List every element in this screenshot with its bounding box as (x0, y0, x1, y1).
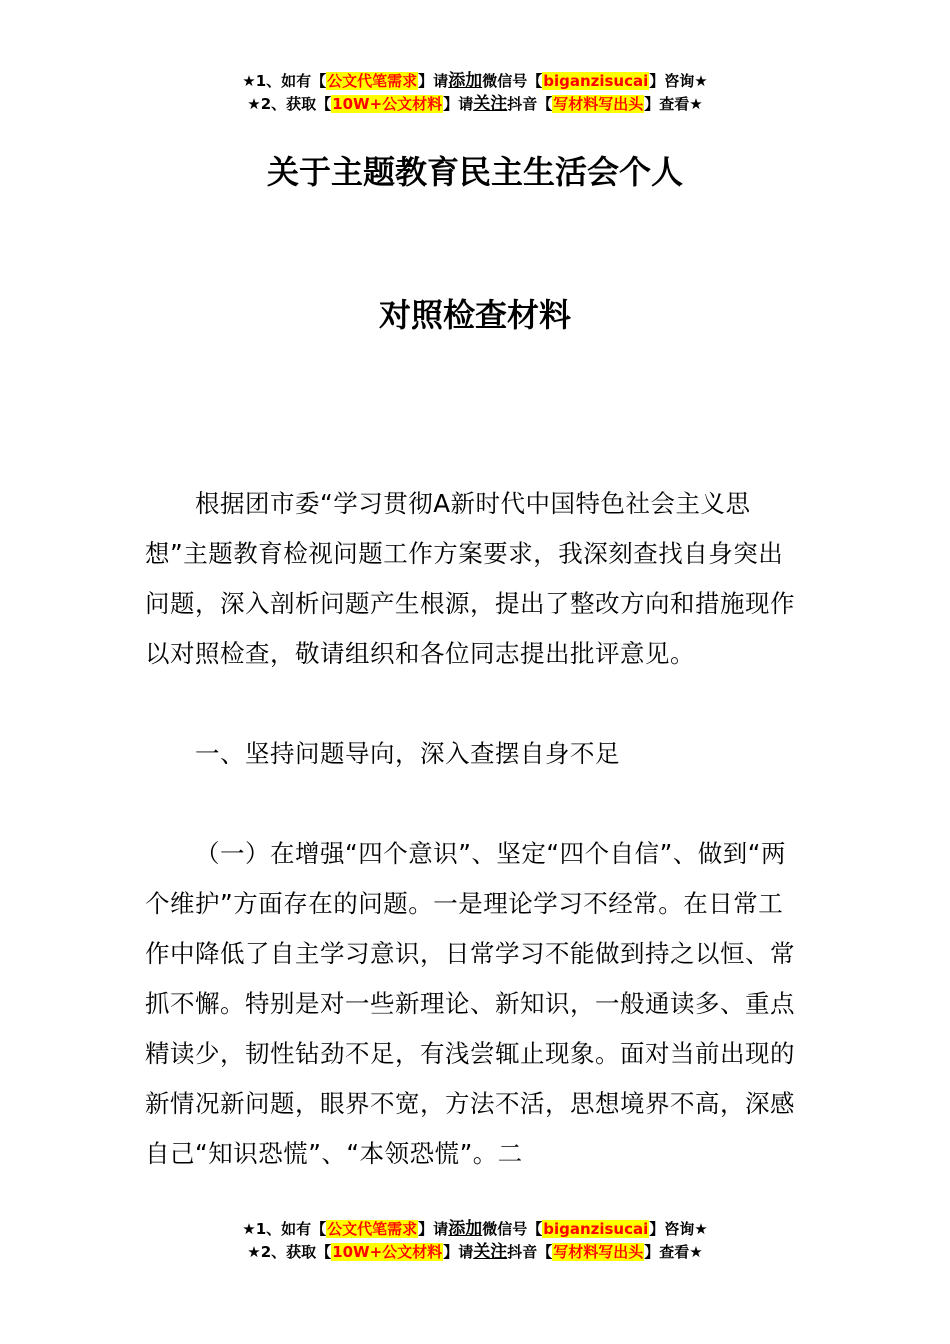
highlight-ghostwriting: 公文代笔需求 (327, 1220, 418, 1238)
highlight-ghostwriting: 公文代笔需求 (327, 72, 418, 90)
document-body (145, 479, 807, 1179)
banner-text: ★1、如有【 (242, 1220, 327, 1238)
banner-text: 】查看★ (644, 95, 703, 113)
banner-text: ★2、获取【 (247, 1243, 332, 1261)
header-banner (0, 70, 950, 116)
highlight-materials: 10W+公文材料 (332, 95, 443, 113)
intro-paragraph: 根据团市委“学习贯彻A新时代中国特色社会主义思想”主题教育检视问题工作方案要求，我深刻查找自身突出问题，深入剖析问题产生根源，提出了整改方向和措施现作以对照检查，敬请组织和各位同志提出批评意见。 (145, 489, 795, 668)
highlight-wechat-id: biganzisucai (543, 72, 649, 90)
banner-emphasis: 添加 (448, 71, 483, 91)
banner-text: 】请 (418, 72, 449, 90)
banner-emphasis: 关注 (473, 1242, 508, 1262)
banner-text: 】请 (443, 95, 474, 113)
banner-text: 微信号【 (482, 72, 543, 90)
footer-banner (0, 1218, 950, 1264)
banner-text: ★1、如有【 (242, 72, 327, 90)
banner-text: 】咨询★ (649, 1220, 708, 1238)
banner-line-2 (0, 1241, 950, 1264)
banner-text: 抖音【 (507, 95, 553, 113)
section-heading-1: 一、坚持问题导向，深入查摆自身不足 (195, 739, 620, 768)
banner-text: 】咨询★ (649, 72, 708, 90)
document-title-line-2: 对照检查材料 (378, 296, 571, 334)
banner-text: ★2、获取【 (247, 95, 332, 113)
paragraph-1: （一）在增强“四个意识”、坚定“四个自信”、做到“两个维护”方面存在的问题。一是理论学习不经常。在日常工作中降低了自主学习意识，日常学习不能做到持之以恒、常抓不懈。特别是对一些新理论、新知识，一般通读多、重点精读少，韧性钻劲不足，有浅尝辄止现象。面对当前出现的新情况新问题，眼界不宽，方法不活，思想境界不高，深感自己“知识恐慌”、“本领恐慌”。二 (145, 839, 795, 1168)
highlight-douyin: 写材料写出头 (553, 1243, 644, 1261)
banner-emphasis: 关注 (473, 94, 508, 114)
banner-text: 】请 (443, 1243, 474, 1261)
banner-line-1 (0, 70, 950, 93)
highlight-materials: 10W+公文材料 (332, 1243, 443, 1261)
highlight-douyin: 写材料写出头 (553, 95, 644, 113)
highlight-wechat-id: biganzisucai (543, 1220, 649, 1238)
banner-text: 微信号【 (482, 1220, 543, 1238)
banner-text: 抖音【 (507, 1243, 553, 1261)
banner-emphasis: 添加 (448, 1219, 483, 1239)
banner-text: 】查看★ (644, 1243, 703, 1261)
document-title-line-1: 关于主题教育民主生活会个人 (266, 153, 683, 191)
banner-line-1 (0, 1218, 950, 1241)
banner-line-2 (0, 93, 950, 116)
banner-text: 】请 (418, 1220, 449, 1238)
